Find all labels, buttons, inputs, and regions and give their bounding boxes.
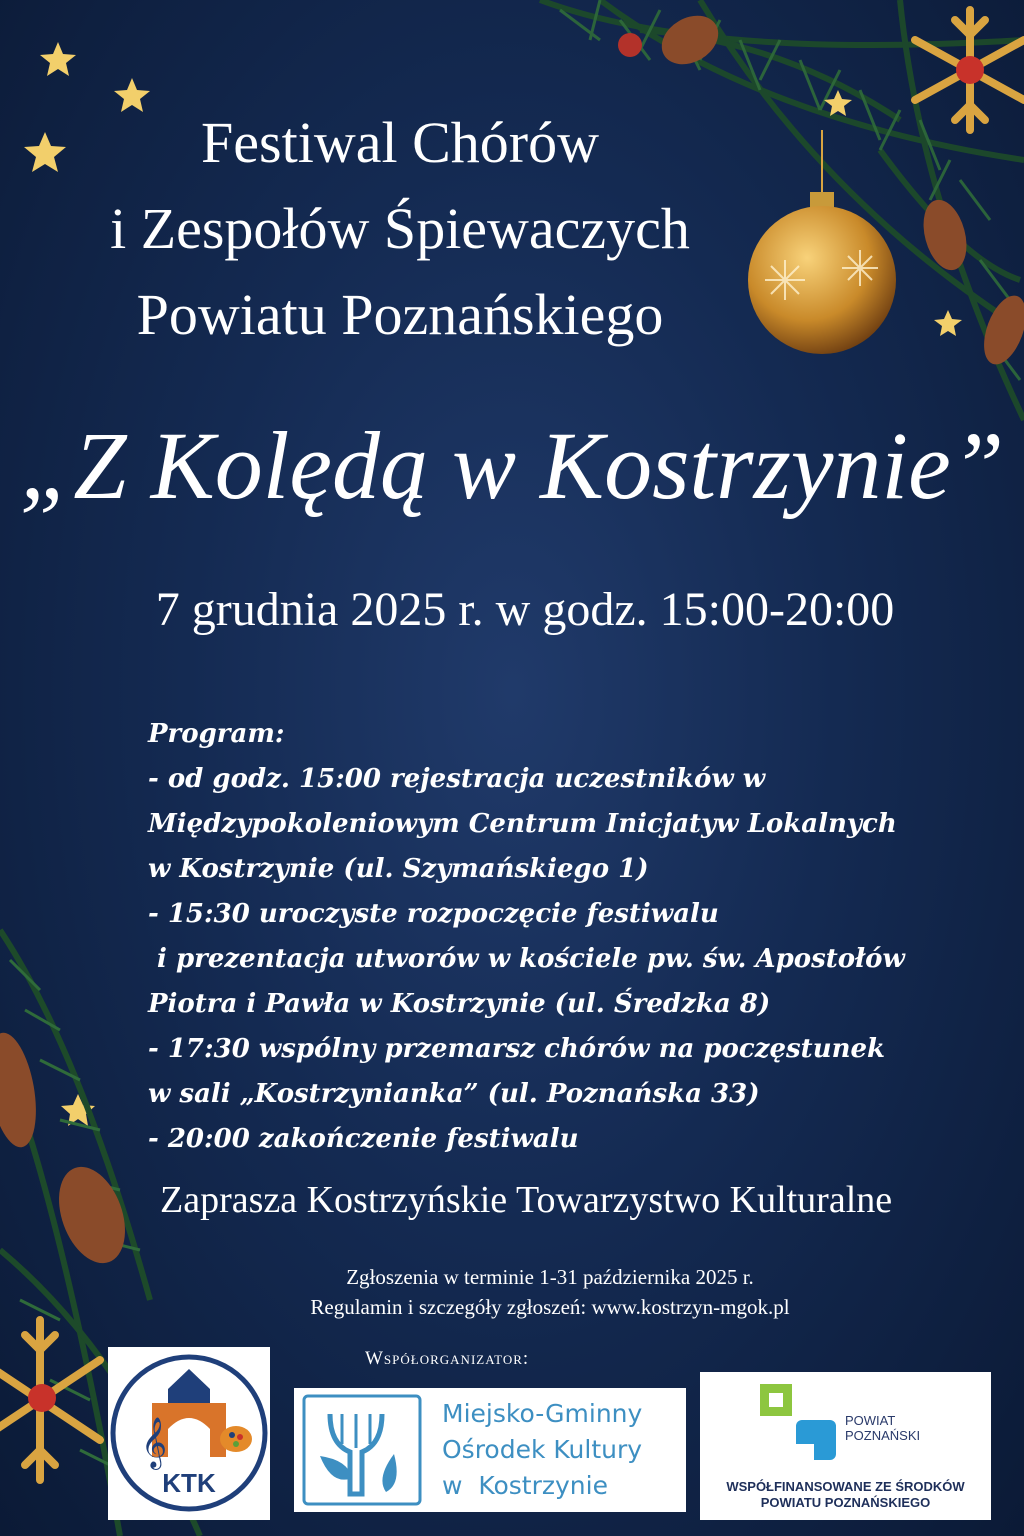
mgok-emblem (302, 1394, 422, 1506)
funding-line-2: POWIATU POZNAŃSKIEGO (760, 1495, 931, 1510)
regulations-website: Regulamin i szczegóły zgłoszeń: www.kostrzyn-mgok.pl (310, 1295, 790, 1319)
funding-line-1: WSPÓŁFINANSOWANE ZE ŚRODKÓW (726, 1479, 965, 1494)
title-line-2: i Zespołów Śpiewaczych (110, 196, 690, 261)
program-line: Międzypokoleniowym Centrum Inicjatyw Lokalnych (148, 809, 897, 839)
coorganizer-label: Współorganizator: (365, 1348, 530, 1369)
program-line: Piotra i Pawła w Kostrzynie (ul. Średzka 8) (148, 989, 771, 1019)
program-line: w Kostrzynie (ul. Szymańskiego 1) (148, 854, 649, 884)
program-line: w sali „Kostrzynianka” (ul. Poznańska 33) (148, 1079, 760, 1109)
program-line: - 20:00 zakończenie festiwalu (148, 1124, 579, 1154)
mgok-line-2: Ośrodek Kultury (442, 1435, 643, 1464)
ktk-text: KTK (162, 1468, 216, 1498)
event-subtitle: „Z Kolędą w Kostrzynie” (19, 412, 1005, 519)
program-line: - 15:30 uroczyste rozpoczęcie festiwalu (148, 899, 719, 929)
program-heading: Program: (148, 719, 285, 749)
festival-title (40, 100, 760, 358)
svg-text:𝄞: 𝄞 (141, 1417, 168, 1468)
title-line-1: Festiwal Chórów (201, 110, 599, 175)
title-line-3: Powiatu Poznańskiego (136, 282, 664, 347)
event-date: 7 grudnia 2025 r. w godz. 15:00-20:00 (155, 583, 895, 636)
program-line: - od godz. 15:00 rejestracja uczestników w (148, 764, 766, 794)
program-section (148, 712, 905, 1162)
powiat-emblem (760, 1384, 840, 1462)
powiat-logo (700, 1372, 991, 1520)
mgok-line-3: w Kostrzynie (442, 1471, 608, 1500)
invitation-line: Zaprasza Kostrzyńskie Towarzystwo Kulturalne (160, 1179, 893, 1221)
powiat-line-2: POZNAŃSKI (845, 1428, 921, 1443)
registration-notice (0, 1262, 1024, 1322)
powiat-line-1: POWIAT (845, 1413, 896, 1428)
mgok-line-1: Miejsko-Gminny (442, 1399, 643, 1428)
mgok-logo (294, 1388, 686, 1512)
program-line: - 17:30 wspólny przemarsz chórów na poczęstunek (148, 1034, 886, 1064)
mgok-name (442, 1396, 642, 1504)
funding-statement (700, 1479, 991, 1511)
powiat-name (845, 1413, 920, 1443)
ktk-logo-emblem (108, 1347, 270, 1520)
program-line: i prezentacja utworów w kościele pw. św. Apostołów (148, 944, 905, 974)
ktk-logo (108, 1347, 270, 1520)
registration-dates: Zgłoszenia w terminie 1-31 października 2025 r. (346, 1265, 754, 1289)
